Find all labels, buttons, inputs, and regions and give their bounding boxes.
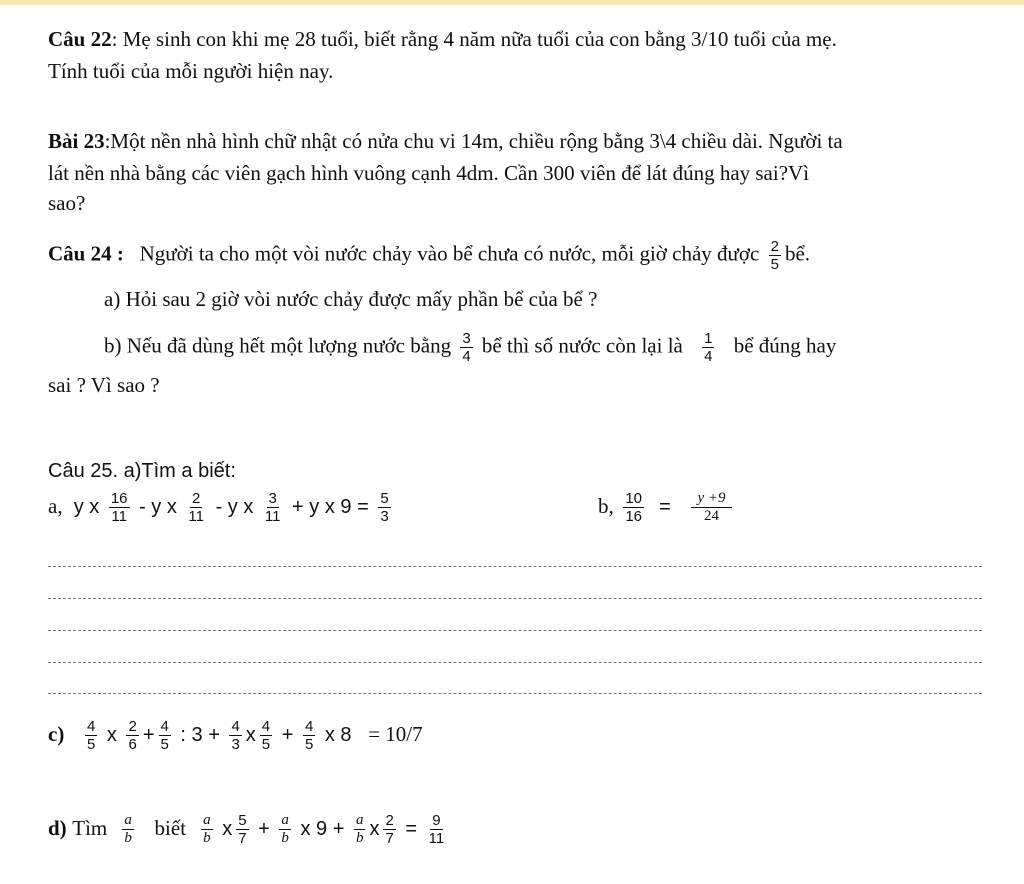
q24-line1 — [48, 238, 810, 273]
q25-d-frac-5: $\frac{a}{b}$ — [355, 812, 364, 846]
q24-text: Người ta cho một vòi nước chảy vào bể chưa có nước, mỗi giờ chảy được — [139, 241, 760, 266]
answer-line-2 — [48, 598, 982, 599]
q25-d-frac-6: $\frac{2}{7}$ — [385, 812, 394, 847]
answer-line-1 — [48, 566, 982, 567]
q24-label: Câu 24 : — [48, 241, 124, 266]
q25-d-frac-4: $\frac{a}{b}$ — [281, 812, 289, 846]
answer-line-3 — [48, 630, 982, 631]
q25-b-frac-1: $\frac{10}{16}$ — [625, 490, 642, 525]
q22-line2: Tính tuổi của mỗi người hiện nay. — [48, 59, 334, 83]
q25-a-frac-4: $\frac{5}{3}$ — [380, 490, 389, 525]
q22-line1 — [48, 26, 837, 52]
q22-text: : Mẹ sinh con khi mẹ 28 tuổi, biết rằng 4 năm nữa tuổi của con bằng 3/10 tuổi của mẹ. — [111, 27, 837, 51]
q24-part-b: b) Nếu đã dùng hết một lượng nước bằng $\frac{3}{4}$ bể thì số nước còn lại là $\frac{1}{4}$ bể đúng hay — [104, 330, 837, 365]
q23-line1 — [48, 128, 843, 154]
q25-c-equation: c) $\frac{4}{5}$ x $\frac{2}{6}$ + $\frac{4}{5}$ : 3 + $\frac{4}{3}$ x $\frac{4}{5}$ + $\frac{4}{5}$ x 8 = 10/7 — [48, 718, 423, 753]
q23-label: Bài 23 — [48, 129, 105, 153]
answer-line-4 — [48, 662, 982, 663]
q25-d-frac-7: $\frac{9}{11}$ — [428, 812, 445, 847]
q24-b-fraction-2: $\frac{1}{4}$ — [704, 330, 713, 365]
q25-b-equation: b, $\frac{10}{16}$ = $\frac{y +9}{24}$ — [598, 490, 736, 525]
q25-c-frac-6: $\frac{4}{5}$ — [304, 718, 314, 753]
answer-line-5 — [48, 693, 982, 694]
q25-c-frac-5: $\frac{4}{5}$ — [261, 718, 271, 753]
q24-b-fraction-1: $\frac{3}{4}$ — [462, 330, 471, 365]
q25-d-frac-2: $\frac{a}{b}$ — [203, 812, 211, 846]
q24-fraction: $\frac{2}{5}$ — [770, 238, 779, 273]
q25-a-frac-1: $\frac{16}{11}$ — [110, 490, 128, 525]
q25-c-frac-1: $\frac{4}{5}$ — [87, 718, 96, 753]
q24-part-b-cont: sai ? Vì sao ? — [48, 373, 160, 397]
q22-label: Câu 22 — [48, 27, 112, 51]
q25-label: Câu 25 — [48, 460, 113, 482]
q25-c-frac-3: $\frac{4}{5}$ — [160, 718, 169, 753]
q25-title: Câu 25. a)Tìm a biết: — [48, 460, 236, 482]
q23-line2: lát nền nhà bằng các viên gạch hình vuông cạnh 4dm. Cần 300 viên để lát đúng hay sai?Vì — [48, 161, 810, 185]
q24-tail: bể. — [784, 241, 811, 266]
q25-c-frac-2: $\frac{2}{6}$ — [128, 718, 137, 753]
q25-a-frac-2: $\frac{2}{11}$ — [188, 490, 204, 525]
q24-part-a: a) Hỏi sau 2 giờ vòi nước chảy được mấy phần bể của bể ? — [104, 287, 598, 311]
q25-d-frac-3: $\frac{5}{7}$ — [238, 812, 247, 847]
q25-a-equation: a, y x $\frac{16}{11}$ - y x $\frac{2}{11}$ - y x $\frac{3}{11}$ + y x 9 = $\frac{5}{3}$ — [48, 490, 389, 525]
q23-text: :Một nền nhà hình chữ nhật có nửa chu vi 14m, chiều rộng bằng 3\4 chiều dài. Người ta — [104, 129, 843, 153]
q23-line3: sao? — [48, 191, 86, 215]
q25-d-equation: d) Tìm $\frac{a}{b}$ biết $\frac{a}{b}$ x $\frac{5}{7}$ + $\frac{a}{b}$ x 9 + $\frac{a}{b}$ x $\frac{2}{7}$ = $\frac{9}{11}$ — [48, 812, 445, 847]
q25-d-frac-1: $\frac{a}{b}$ — [124, 812, 132, 846]
top-border — [0, 0, 1024, 5]
q25-a-frac-3: $\frac{3}{11}$ — [264, 490, 281, 525]
q25-b-frac-2: $\frac{y +9}{24}$ — [691, 490, 731, 525]
q25-c-frac-4: $\frac{4}{3}$ — [231, 718, 240, 753]
